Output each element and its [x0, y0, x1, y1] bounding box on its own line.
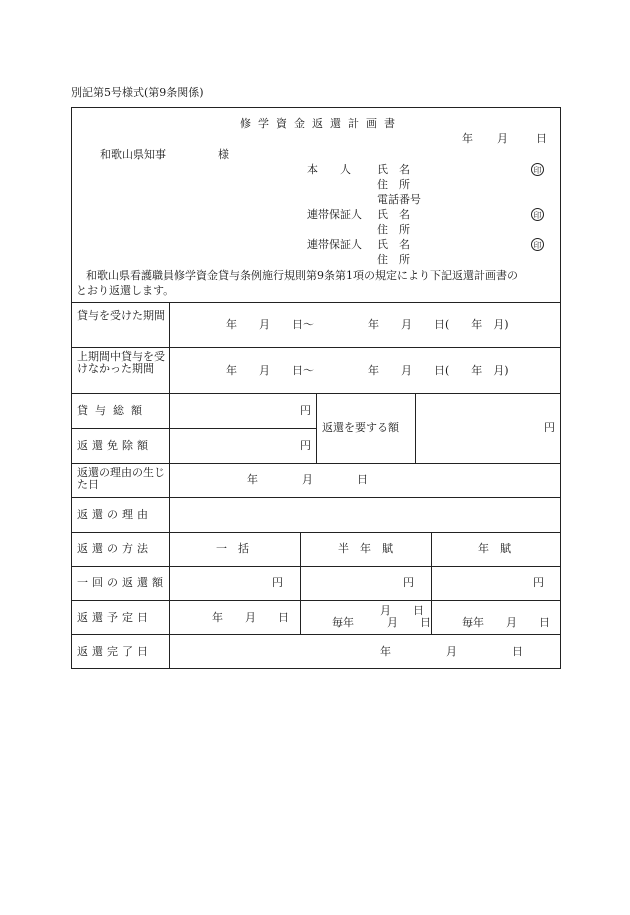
applicant-address-label: 住 所 [377, 178, 410, 191]
date-month[interactable]: 月 [497, 132, 508, 145]
form-title: 修学資金返還計画書 [240, 117, 402, 130]
date-year[interactable]: 年 [462, 132, 473, 145]
seal-icon: 印 [531, 238, 544, 251]
installment-unit-annual[interactable]: 円 [533, 576, 544, 589]
reason-date-label: 返還の理由の生じた日 [77, 466, 165, 491]
grid-line [71, 428, 316, 429]
guarantor1-role: 連帯保証人 [307, 208, 362, 221]
guarantor2-role: 連帯保証人 [307, 238, 362, 251]
grid-line [71, 497, 561, 498]
reason-label: 返還の理由 [77, 508, 152, 521]
loan-period-label: 貸与を受けた期間 [77, 309, 165, 322]
suspension-period-from[interactable]: 年 月 日～ [226, 364, 314, 377]
applicant-phone-label: 電話番号 [377, 193, 421, 206]
exemption-label: 返還免除額 [77, 439, 152, 452]
method-option-annual[interactable]: 年 賦 [478, 542, 511, 555]
method-option-lump-sum[interactable]: 一 括 [216, 542, 249, 555]
addressee-name: 和歌山県知事 [100, 148, 166, 161]
grid-line [71, 463, 561, 464]
addressee-honorific: 様 [218, 148, 229, 161]
total-loan-unit[interactable]: 円 [300, 404, 311, 417]
form-reference: 別記第5号様式(第9条関係) [71, 86, 204, 99]
completion-label: 返還完了日 [77, 645, 152, 658]
suspension-period-to[interactable]: 年 月 日( 年 月) [368, 364, 509, 377]
grid-line [71, 532, 561, 533]
schedule-semiannual-second[interactable]: 毎年 月 日 [332, 616, 431, 629]
installment-unit-lump[interactable]: 円 [272, 576, 283, 589]
installment-unit-semiannual[interactable]: 円 [403, 576, 414, 589]
seal-icon: 印 [531, 163, 544, 176]
loan-period-to[interactable]: 年 月 日( 年 月) [368, 318, 509, 331]
grid-line [71, 566, 561, 567]
guarantor2-address-label: 住 所 [377, 253, 410, 266]
grid-line [71, 634, 561, 635]
grid-line [431, 532, 432, 634]
loan-period-from[interactable]: 年 月 日～ [226, 318, 314, 331]
grid-line [316, 393, 317, 463]
schedule-lump[interactable]: 年 月 日 [212, 611, 289, 624]
installment-label: 一回の返還額 [77, 576, 167, 589]
guarantor1-name-label: 氏 名 [377, 208, 410, 221]
required-amount-label: 返還を要する額 [322, 421, 399, 434]
exemption-unit[interactable]: 円 [300, 439, 311, 452]
method-label: 返還の方法 [77, 542, 152, 555]
grid-line [300, 532, 301, 634]
schedule-annual[interactable]: 毎年 月 日 [462, 616, 550, 629]
statement-line-1: 和歌山県看護職員修学資金貸与条例施行規則第9条第1項の規定により下記返還計画書の [86, 269, 518, 282]
seal-icon: 印 [531, 208, 544, 221]
grid-line [71, 347, 561, 348]
method-option-semiannual[interactable]: 半 年 賦 [338, 542, 393, 555]
grid-line [169, 302, 170, 669]
schedule-semiannual-first[interactable]: 月 日 [380, 604, 424, 617]
completion-value[interactable]: 年 月 日 [380, 645, 523, 658]
statement-line-2: とおり返還します。 [76, 284, 175, 297]
date-day[interactable]: 日 [536, 132, 547, 145]
suspension-period-label: 上期間中貸与を受けなかった期間 [77, 350, 165, 375]
grid-line [415, 393, 416, 463]
schedule-label: 返還予定日 [77, 611, 152, 624]
guarantor2-name-label: 氏 名 [377, 238, 410, 251]
total-loan-label: 貸与総額 [77, 404, 149, 417]
reason-date-value[interactable]: 年 月 日 [247, 473, 368, 486]
grid-line [71, 600, 561, 601]
grid-line [71, 302, 561, 303]
applicant-role: 本 人 [307, 163, 351, 176]
guarantor1-address-label: 住 所 [377, 223, 410, 236]
required-amount-unit[interactable]: 円 [544, 421, 555, 434]
applicant-name-label: 氏 名 [377, 163, 410, 176]
